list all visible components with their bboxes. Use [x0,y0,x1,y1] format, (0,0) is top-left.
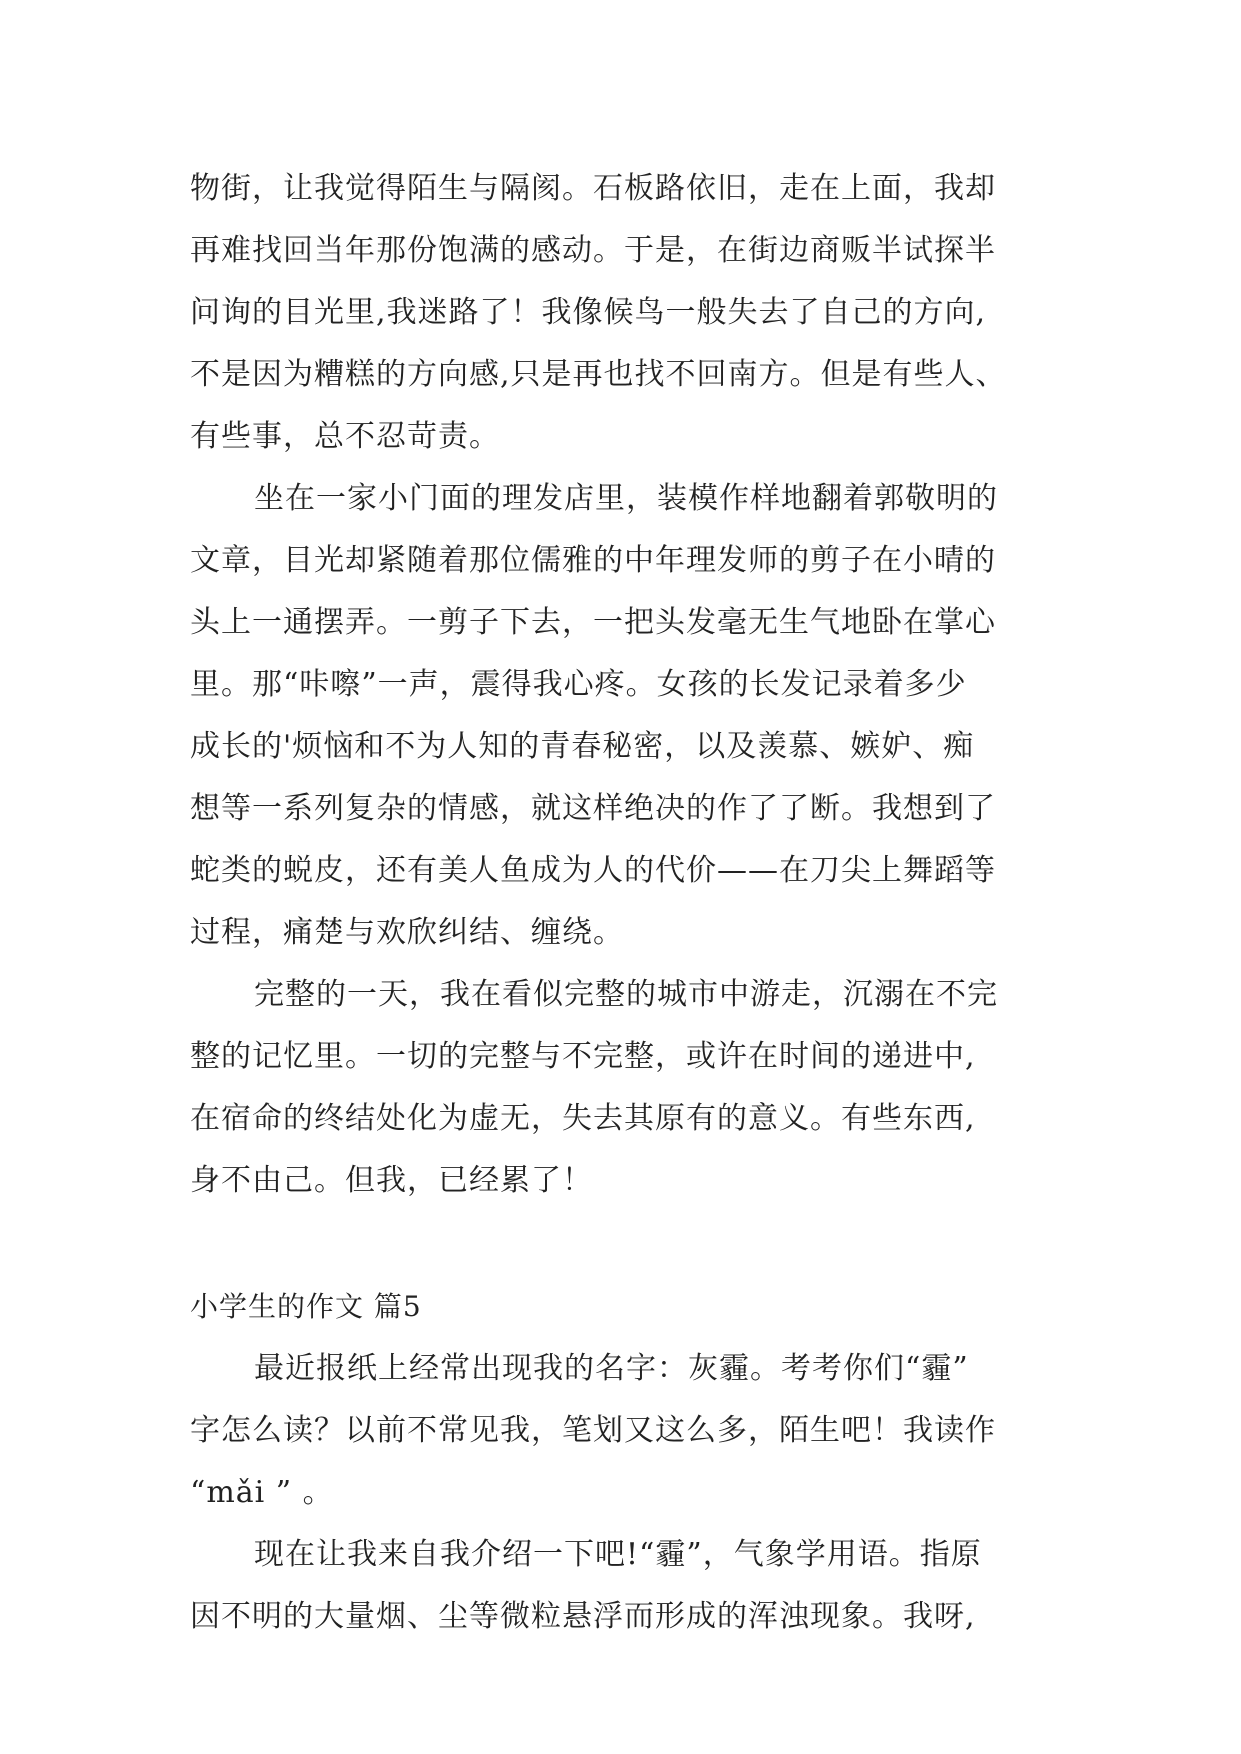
text-line: 蛇类的蜕皮，还有美人鱼成为人的代价——在刀尖上舞蹈等 [190,853,996,888]
text-line: 因不明的大量烟、尘等微粒悬浮而形成的浑浊现象。我呀, [190,1599,976,1634]
text-line: 最近报纸上经常出现我的名字：灰霾。考考你们“霾” [254,1351,969,1386]
text-line: 物街，让我觉得陌生与隔阂。石板路依旧，走在上面，我却 [190,171,996,206]
text-line: 里。那“咔嚓”一声，震得我心疼。女孩的长发记录着多少 [190,667,967,702]
text-line: 过程，痛楚与欢欣纠结、缠绕。 [190,915,624,950]
text-line: 文章，目光却紧随着那位儒雅的中年理发师的剪子在小晴的 [190,543,996,578]
text-line: 在宿命的终结处化为虚无，失去其原有的意义。有些东西, [190,1101,976,1136]
text-line: 现在让我来自我介绍一下吧!“霾”，气象学用语。指原 [254,1537,982,1572]
document-body [190,158,1090,1648]
paragraph-5 [190,1524,1090,1648]
paragraph-3 [190,964,1090,1212]
text-line: 问询的目光里,我迷路了！我像候鸟一般失去了自己的方向, [190,295,987,330]
text-line: 再难找回当年那份饱满的感动。于是，在街边商贩半试探半 [190,233,996,268]
text-line: 不是因为糟糕的方向感,只是再也找不回南方。但是有些人、 [190,357,1007,392]
text-line: 想等一系列复杂的情感，就这样绝决的作了了断。我想到了 [190,791,996,826]
section-gap [190,1212,1090,1276]
text-line: “mǎi ” 。 [190,1475,334,1510]
text-line: 头上一通摆弄。一剪子下去，一把头发毫无生气地卧在掌心 [190,605,996,640]
text-line: 坐在一家小门面的理发店里，装模作样地翻着郭敬明的 [254,481,998,516]
text-line: 成长的'烦恼和不为人知的青春秘密，以及羡慕、嫉妒、痴 [190,729,975,764]
text-line: 有些事，总不忍苛责。 [190,419,500,454]
section-heading: 小学生的作文 篇5 [190,1290,422,1323]
text-line: 完整的一天，我在看似完整的城市中游走，沉溺在不完 [254,977,998,1012]
paragraph-1 [190,158,1090,468]
text-line: 整的记忆里。一切的完整与不完整，或许在时间的递进中, [190,1039,976,1074]
text-line: 身不由己。但我，已经累了！ [190,1163,593,1198]
text-line: 字怎么读？以前不常见我，笔划又这么多，陌生吧！我读作 [190,1413,996,1448]
paragraph-2 [190,468,1090,964]
paragraph-4 [190,1338,1090,1524]
